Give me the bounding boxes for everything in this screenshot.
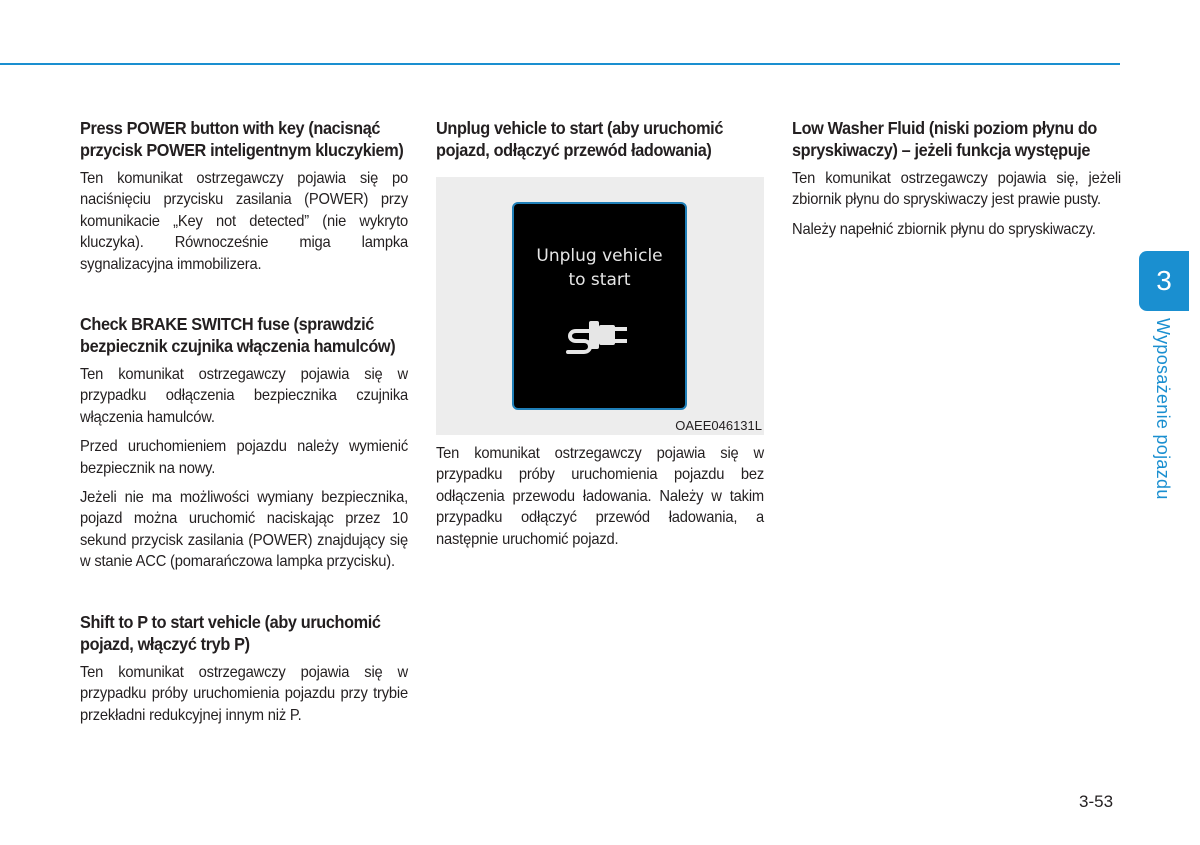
page-number: 3-53: [1079, 792, 1114, 811]
section-shift-to-p: [80, 611, 408, 726]
screen-line-2: to start: [568, 270, 631, 290]
screen-line-1: Unplug vehicle: [536, 246, 663, 266]
section-press-power: [80, 117, 408, 275]
column-1: [80, 117, 408, 734]
section-paragraph: Ten komunikat ostrzegawczy pojawia się po naciśnięciu przycisku zasilania (POWER) przy komunikacie „Key not detected” (nie wykryto kluczyka). Równocześnie miga lampka sygnalizacyjna immobilizera.: [80, 170, 409, 273]
section-heading: Low Washer Fluid (niski poziom płynu do spryskiwaczy) – jeżeli funkcja występuje: [792, 118, 1097, 160]
chapter-label: Wyposażenie pojazdu: [1153, 318, 1173, 500]
plug-icon: [562, 309, 642, 359]
section-paragraph: Ten komunikat ostrzegawczy pojawia się w przypadku próby uruchomienia pojazdu bez odłączenia przewodu ładowania. Należy w takim przypadku odłączyć przewód ładowania, a następnie uruchomić pojazd.: [436, 445, 765, 548]
chapter-tab: 3: [1139, 251, 1189, 311]
section-heading: Unplug vehicle to start (aby uruchomić pojazd, odłączyć przewód ładowania): [436, 118, 724, 160]
section-paragraph: Jeżeli nie ma możliwości wymiany bezpiecznika, pojazd można uruchomić naciskając przez 10 sekund przycisk zasilania (POWER) znajdujący się w stanie ACC (pomarańczowa lampka przycisku).: [80, 489, 409, 571]
section-heading: Check BRAKE SWITCH fuse (sprawdzić bezpiecznik czujnika włączenia hamulców): [80, 314, 396, 357]
column-2: [436, 117, 764, 558]
column-3: [792, 117, 1121, 248]
figure-code: OAEE046131L: [675, 418, 762, 433]
cluster-display-figure: [436, 177, 764, 435]
section-paragraph: Przed uruchomieniem pojazdu należy wymienić bezpiecznik na nowy.: [80, 438, 409, 477]
section-brake-switch: [80, 313, 408, 573]
section-paragraph: Ten komunikat ostrzegawczy pojawia się w przypadku odłączenia bezpiecznika czujnika włączenia hamulców.: [80, 366, 409, 426]
section-paragraph: Ten komunikat ostrzegawczy pojawia się, jeżeli zbiornik płynu do spryskiwaczy jest prawie pusty.: [792, 170, 1122, 209]
header-rule: [0, 63, 1120, 65]
cluster-screen: [512, 202, 687, 410]
section-heading: Press POWER button with key (nacisnąć przycisk POWER inteligentnym kluczykiem): [80, 118, 404, 160]
section-heading: Shift to P to start vehicle (aby uruchomić pojazd, włączyć tryb P): [80, 611, 381, 654]
section-paragraph: Ten komunikat ostrzegawczy pojawia się w przypadku próby uruchomienia pojazdu przy trybie przekładni redukcyjnej innym niż P.: [80, 663, 409, 724]
screen-message: [514, 244, 685, 292]
section-paragraph: Należy napełnić zbiornik płynu do spryskiwaczy.: [792, 220, 1096, 238]
